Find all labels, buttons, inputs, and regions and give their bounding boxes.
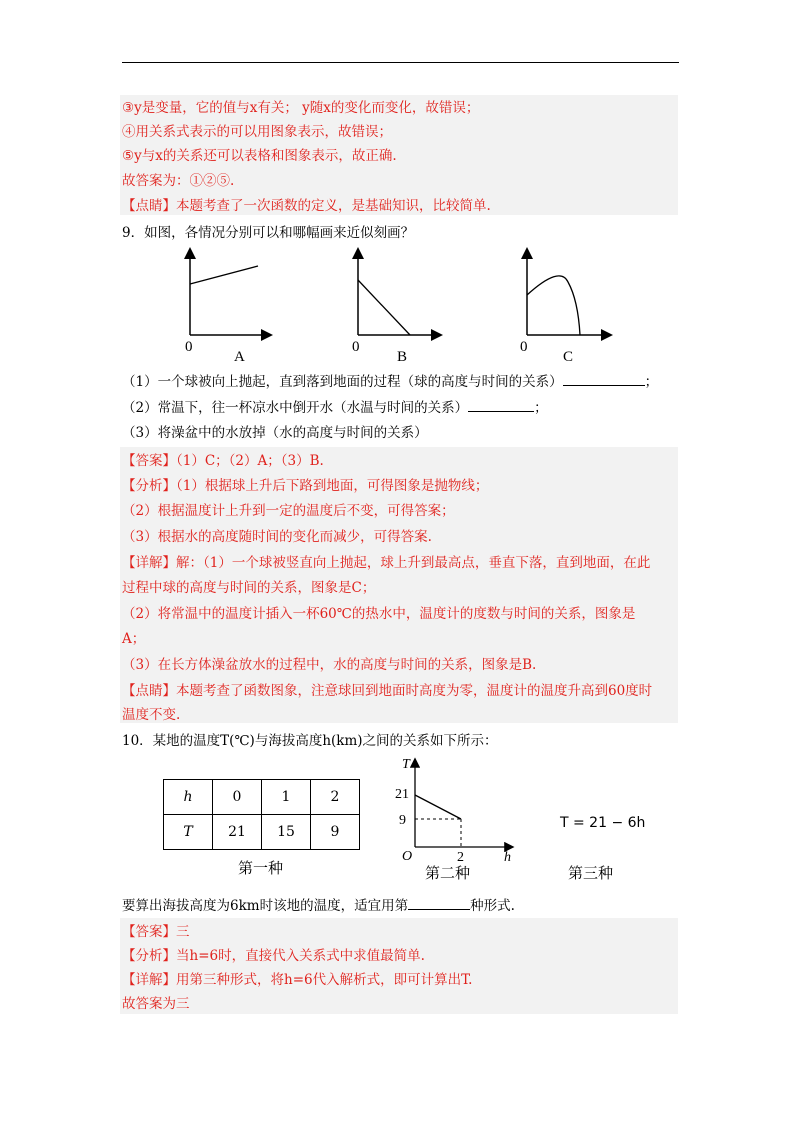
- top-line-2: ④用关系式表示的可以用图象表示，故错误；: [122, 124, 392, 140]
- table-cell: T: [164, 815, 213, 850]
- graph-a-curve: [190, 266, 258, 284]
- q10-final: 故答案为三: [122, 996, 190, 1012]
- q9-analysis-3: （3）根据水的高度随时间的变化而减少，可得答案.: [122, 529, 432, 545]
- q10-origin-label: O: [402, 849, 413, 862]
- graph-c: [520, 250, 610, 365]
- q10-graph: [390, 752, 550, 862]
- q10-tick-21: 21: [395, 787, 409, 802]
- q9-comment-a: 【点睛】本题考查了函数图象，注意球回到地面时高度为零，温度计的温度升高到60度时: [122, 683, 653, 699]
- top-line-4: 故答案为：①②⑤.: [122, 173, 235, 189]
- header-rule: [122, 62, 679, 63]
- q10-series-line: [415, 795, 461, 819]
- q10-blank[interactable]: [408, 895, 470, 910]
- top-line-5: 【点睛】本题考查了一次函数的定义，是基础知识，比较简单.: [122, 198, 491, 214]
- q9-detail-1b: 过程中球的高度与时间的关系，图象是C；: [122, 580, 376, 596]
- q9-detail-2b: A；: [122, 631, 146, 647]
- q9-sub2: （2）常温下，往一杯凉水中倒开水（水温与时间的关系） ；: [122, 397, 548, 419]
- caption-1: 第一种: [238, 859, 284, 877]
- graph-a: [185, 250, 270, 365]
- graph-b-label: B: [397, 349, 408, 365]
- q9-detail-2a: （2）将常温中的温度计插入一杯60℃的热水中，温度计的度数与时间的关系，图象是: [122, 606, 636, 622]
- q9-graphs: [0, 240, 800, 380]
- q9-sub3: （3）将澡盆中的水放掉（水的高度与时间的关系）: [122, 425, 428, 441]
- q9-stem: 9．如图，各情况分别可以和哪幅画来近似刻画？: [122, 225, 415, 241]
- graph-c-label: C: [563, 349, 574, 365]
- graph-b-origin: 0: [352, 339, 360, 355]
- q10-graph-axes: [415, 760, 512, 847]
- q9-detail-1a: 【详解】解：（1）一个球被竖直向上抛起，球上升到最高点，垂直下落，直到地面，在此: [122, 555, 651, 571]
- table-cell: 15: [262, 815, 311, 850]
- q10-formula: T = 21 − 6h: [560, 815, 646, 831]
- table-row-h: [164, 780, 360, 815]
- caption-2: 第二种: [425, 864, 471, 882]
- q10-analysis: 【分析】当h=6时，直接代入关系式中求值最简单.: [122, 948, 425, 964]
- q10-tick-2: 2: [457, 850, 464, 862]
- table-row-t: [164, 815, 360, 850]
- top-line-1: ③y是变量，它的值与x有关； y随x的变化而变化，故错误；: [122, 100, 480, 116]
- q10-table: [163, 779, 360, 850]
- q10-x-axis-label: h: [504, 850, 511, 862]
- graph-c-origin: 0: [520, 339, 528, 355]
- q10-y-axis-label: T: [402, 757, 410, 772]
- graph-b: [352, 250, 440, 365]
- q9-detail-3: （3）在长方体澡盆放水的过程中，水的高度与时间的关系，图象是B.: [122, 657, 537, 673]
- table-cell: 9: [311, 815, 360, 850]
- q9-blank-1[interactable]: [563, 371, 645, 386]
- graph-a-label: A: [234, 349, 245, 365]
- table-cell: 0: [213, 780, 262, 815]
- q9-sub1: （1）一个球被向上抛起，直到落到地面的过程（球的高度与时间的关系） ；: [122, 371, 658, 393]
- q10-question: 要算出海拔高度为6km时该地的温度，适宜用第 种形式.: [122, 895, 515, 917]
- q10-detail: 【详解】用第三种形式，将h=6代入解析式，即可计算出T.: [122, 972, 473, 988]
- graph-b-curve: [358, 280, 410, 335]
- graph-c-curve: [527, 276, 580, 335]
- graph-a-origin: 0: [185, 339, 193, 355]
- q10-answer: 【答案】三: [122, 924, 190, 940]
- q10-tick-9: 9: [399, 813, 406, 828]
- q9-comment-b: 温度不变.: [122, 707, 181, 723]
- q9-answer: 【答案】（1）C；（2）A；（3）B.: [122, 453, 324, 469]
- top-line-3: ⑤y与x的关系还可以表格和图象表示，故正确.: [122, 148, 397, 164]
- q9-analysis-2: （2）根据温度计上升到一定的温度后不变，可得答案；: [122, 503, 455, 519]
- table-cell: 1: [262, 780, 311, 815]
- table-cell: 2: [311, 780, 360, 815]
- table-cell: 21: [213, 815, 262, 850]
- caption-3: 第三种: [568, 864, 614, 882]
- q9-blank-2[interactable]: [468, 397, 534, 412]
- table-cell: h: [164, 780, 213, 815]
- q10-stem: 10．某地的温度T(℃)与海拔高度h(km)之间的关系如下所示：: [122, 733, 498, 749]
- q9-analysis-1: 【分析】（1）根据球上升后下路到地面，可得图象是抛物线；: [122, 478, 489, 494]
